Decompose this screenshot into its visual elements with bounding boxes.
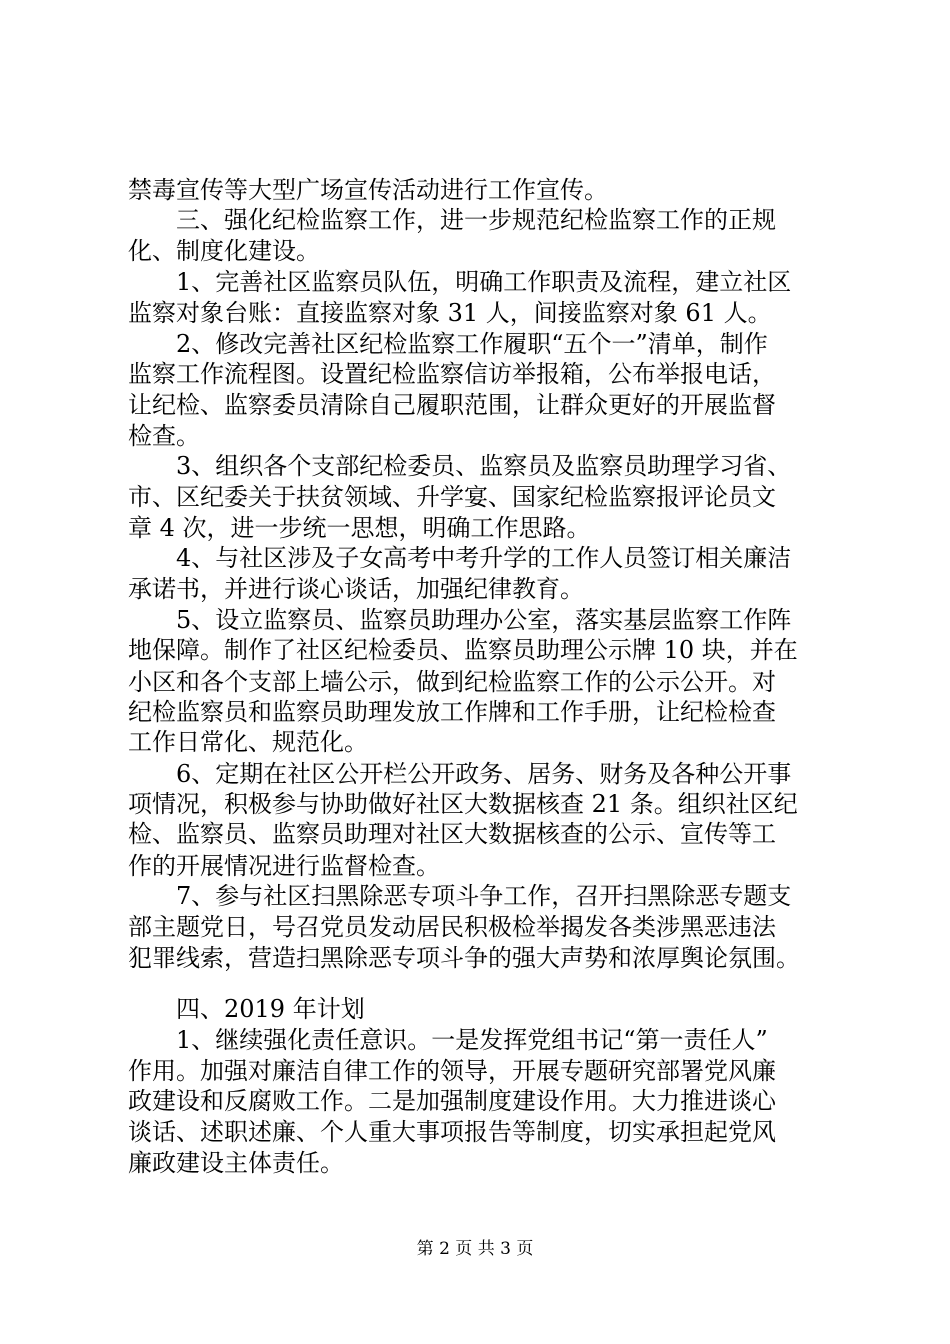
list-item: 3、组织各个支部纪检委员、监察员及监察员助理学习省、 bbox=[176, 452, 792, 481]
text-line: 作的开展情况进行监督检查。 bbox=[128, 851, 440, 880]
text-line: 廉政建设主体责任。 bbox=[128, 1149, 344, 1177]
list-item: 6、定期在社区公开栏公开政务、居务、财务及各种公开事 bbox=[176, 759, 792, 788]
text-line: 作用。加强对廉洁自律工作的领导，开展专题研究部署党风廉 bbox=[128, 1056, 776, 1085]
text-line: 纪检监察员和监察员助理发放工作牌和工作手册，让纪检检查 bbox=[128, 698, 776, 726]
list-item: 1、继续强化责任意识。一是发挥党组书记“第一责任人” bbox=[176, 1025, 768, 1054]
text-line: 地保障。制作了社区纪检委员、监察员助理公示牌 10 块，并在 bbox=[128, 636, 798, 665]
text-line: 承诺书，并进行谈心谈话，加强纪律教育。 bbox=[128, 574, 584, 603]
text-line: 监察对象台账：直接监察对象 31 人，间接监察对象 61 人。 bbox=[128, 298, 772, 327]
text-line: 检查。 bbox=[128, 421, 200, 450]
list-item: 1、完善社区监察员队伍，明确工作职责及流程，建立社区 bbox=[176, 268, 792, 297]
section-heading: 四、2019 年计划 bbox=[176, 995, 365, 1024]
text-line: 禁毒宣传等大型广场宣传活动进行工作宣传。 bbox=[128, 176, 608, 204]
text-line: 市、区纪委关于扶贫领域、升学宴、国家纪检监察报评论员文 bbox=[128, 482, 776, 511]
list-item: 2、修改完善社区纪检监察工作履职“五个一”清单，制作 bbox=[176, 329, 768, 358]
text-line: 检、监察员、监察员助理对社区大数据核查的公示、宣传等工 bbox=[128, 820, 776, 849]
section-heading: 三、强化纪检监察工作，进一步规范纪检监察工作的正规 bbox=[176, 206, 776, 235]
text-line: 项情况，积极参与协助做好社区大数据核查 21 条。组织社区纪 bbox=[128, 790, 798, 818]
text-line: 化、制度化建设。 bbox=[128, 236, 320, 265]
text-line: 让纪检、监察委员清除自己履职范围，让群众更好的开展监督 bbox=[128, 390, 776, 419]
text-line: 谈话、述职述廉、个人重大事项报告等制度，切实承担起党风 bbox=[128, 1117, 776, 1146]
text-line: 监察工作流程图。设置纪检监察信访举报箱，公布举报电话， bbox=[128, 360, 776, 389]
text-line: 犯罪线索，营造扫黑除恶专项斗争的强大声势和浓厚舆论氛围。 bbox=[128, 943, 800, 972]
text-line: 章 4 次，进一步统一思想，明确工作思路。 bbox=[128, 513, 591, 542]
text-line: 部主题党日，号召党员发动居民积极检举揭发各类涉黑恶违法 bbox=[128, 912, 776, 941]
page-number-footer: 第 2 页 共 3 页 bbox=[416, 1239, 534, 1259]
list-item: 4、与社区涉及子女高考中考升学的工作人员签订相关廉洁 bbox=[176, 544, 792, 573]
text-line: 小区和各个支部上墙公示，做到纪检监察工作的公示公开。对 bbox=[128, 667, 776, 696]
list-item: 7、参与社区扫黑除恶专项斗争工作，召开扫黑除恶专题支 bbox=[176, 882, 792, 911]
text-line: 工作日常化、规范化。 bbox=[128, 728, 368, 757]
text-line: 政建设和反腐败工作。二是加强制度建设作用。大力推进谈心 bbox=[128, 1087, 776, 1116]
list-item: 5、设立监察员、监察员助理办公室，落实基层监察工作阵 bbox=[176, 605, 792, 634]
